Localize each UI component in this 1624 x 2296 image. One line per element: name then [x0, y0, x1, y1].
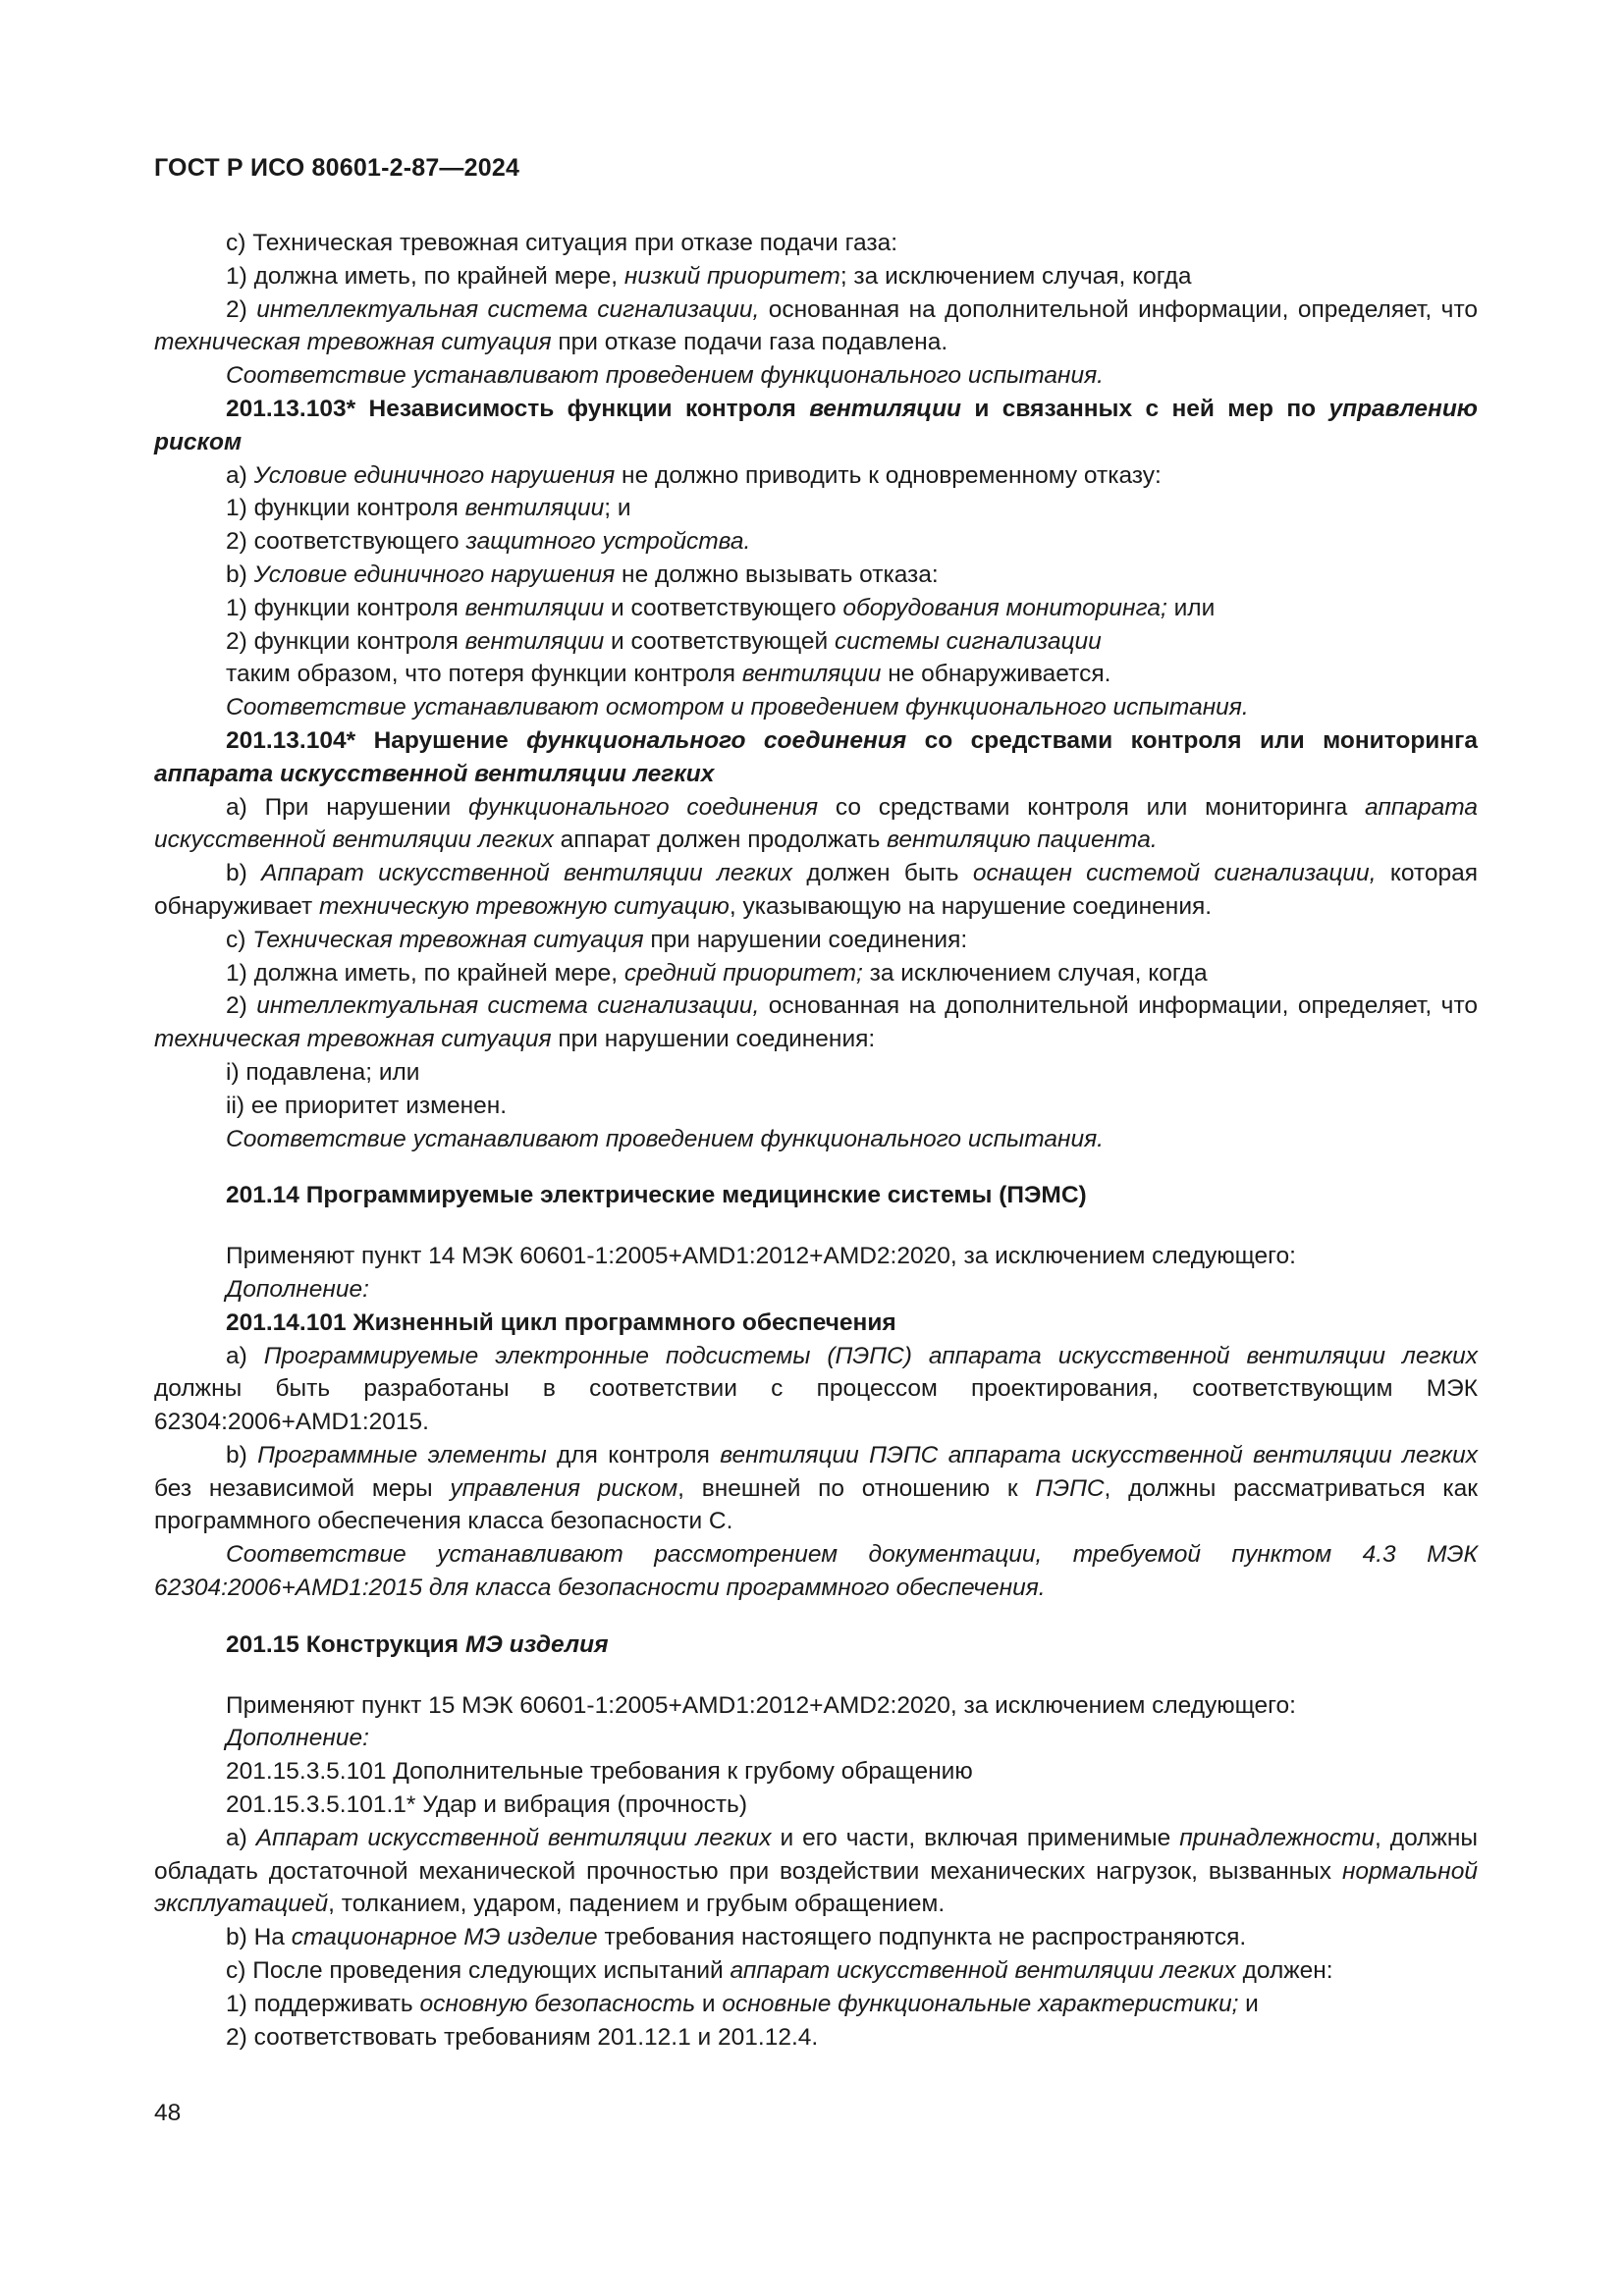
text: 2) соответствующего	[226, 528, 466, 556]
term: Техническая тревожная ситуация	[252, 926, 644, 953]
text: 1) должна иметь, по крайней мере,	[226, 262, 624, 290]
text: и	[695, 1990, 723, 2017]
compliance-note	[154, 691, 1478, 724]
term: оборудования мониторинга;	[842, 594, 1167, 621]
text: , должны обладать достаточной механической прочностью при воздействии механических нагрузок, вызванных	[154, 1824, 1479, 1885]
paragraph	[154, 1689, 1478, 1723]
text: a)	[226, 1342, 264, 1369]
text: 2)	[226, 992, 257, 1020]
text: i) подавлена; или	[226, 1058, 420, 1086]
text: или	[1166, 594, 1216, 621]
term: нормальной эксплуатацией	[154, 1857, 1478, 1918]
term: интеллектуальная система сигнализации,	[256, 295, 760, 323]
paragraph	[154, 1240, 1478, 1273]
term: низкий приоритет	[623, 262, 840, 290]
text: при нарушении соединения:	[643, 926, 968, 953]
text: , внешней по отношению к	[677, 1474, 1036, 1502]
term: Соответствие устанавливают проведением функционального испытания.	[226, 362, 1104, 390]
text: b)	[226, 1441, 258, 1468]
text: 201.15.3.5.101 Дополнительные требования к грубому обращению	[226, 1758, 973, 1786]
text: ii) ее приоритет изменен.	[226, 1092, 508, 1119]
text: a) При нарушении	[226, 793, 469, 821]
text: c) После проведения следующих испытаний	[226, 1957, 731, 1985]
paragraph	[154, 260, 1478, 294]
term: защитного устройства.	[465, 528, 751, 556]
term: вентиляции	[809, 395, 962, 422]
term: Соответствие устанавливают проведением функционального испытания.	[226, 1125, 1104, 1152]
term: принадлежности	[1179, 1824, 1376, 1851]
paragraph	[154, 559, 1478, 592]
paragraph	[154, 1921, 1478, 1954]
term: функционального соединения	[526, 726, 907, 754]
text: должен:	[1235, 1957, 1333, 1985]
paragraph	[154, 2021, 1478, 2055]
term: Соответствие устанавливают рассмотрением документации, требуемой пунктом 4.3 МЭК 62304:2006+AMD1:2015 для класса безопасности программного обеспечения.	[154, 1541, 1478, 1602]
paragraph	[154, 592, 1478, 625]
text: 2) соответствовать требованиям 201.12.1 и 201.12.4.	[226, 2023, 819, 2051]
paragraph	[154, 1340, 1478, 1439]
term: Программные элементы	[257, 1441, 547, 1468]
text: b) На	[226, 1924, 292, 1951]
term: стационарное МЭ изделие	[291, 1924, 598, 1951]
term: вентиляции	[464, 594, 605, 621]
paragraph	[154, 1789, 1478, 1822]
clause-heading	[154, 1307, 1478, 1340]
term: аппарата искусственной вентиляции легких	[154, 793, 1478, 854]
term: Условие единичного нарушения	[253, 461, 616, 489]
paragraph	[154, 989, 1478, 1056]
text: c) Техническая тревожная ситуация при отказе подачи газа:	[226, 230, 898, 256]
term: управлению риском	[154, 395, 1478, 455]
term: Аппарат искусственной вентиляции легких	[261, 860, 792, 887]
text: 201.14.101 Жизненный цикл программного обеспечения	[226, 1308, 896, 1336]
text: a)	[226, 1824, 256, 1851]
term: Дополнение:	[226, 1725, 369, 1752]
term: аппарат искусственной вентиляции легких	[730, 1957, 1236, 1985]
text: и его части, включая применимые	[771, 1824, 1180, 1851]
page-number: 48	[154, 2100, 182, 2126]
text: и связанных с ней мер по	[961, 395, 1329, 422]
text: , толканием, ударом, падением и грубым обращением.	[328, 1891, 946, 1918]
term: ПЭПС	[1035, 1474, 1105, 1502]
text: основанная на дополнительной информации, определяет, что	[759, 992, 1479, 1020]
text: не должно приводить к одновременному отказу:	[615, 461, 1162, 489]
text: без независимой меры	[154, 1474, 451, 1502]
text: и соответствующего	[604, 594, 843, 621]
text: , указывающую на нарушение соединения.	[729, 892, 1213, 920]
paragraph	[154, 658, 1478, 691]
text: b)	[226, 860, 262, 887]
paragraph	[154, 1954, 1478, 1988]
compliance-note	[154, 1538, 1478, 1605]
text: требования настоящего подпункта не распространяются.	[597, 1924, 1247, 1951]
text: со средствами контроля или мониторинга	[818, 793, 1366, 821]
text: b)	[226, 561, 254, 588]
term: вентиляции ПЭПС аппарата искусственной вентиляции легких	[720, 1441, 1478, 1468]
text: должен быть	[792, 860, 973, 887]
text: , должны рассматриваться как программного обеспечения класса безопасности С.	[154, 1474, 1478, 1535]
paragraph	[154, 957, 1478, 990]
paragraph	[154, 1056, 1478, 1090]
text: для контроля	[546, 1441, 721, 1468]
text: 201.13.104* Нарушение	[226, 726, 527, 754]
paragraph	[154, 1822, 1478, 1921]
text: должны быть разработаны в соответствии с процессом проектирования, соответствующим МЭК 62304:2006+AMD1:2015.	[154, 1375, 1478, 1436]
text: 1) функции контроля	[226, 495, 465, 522]
clause-heading	[154, 393, 1478, 459]
section-heading: 201.14 Программируемые электрические медицинские системы (ПЭМС)	[226, 1182, 1087, 1209]
paragraph	[154, 1755, 1478, 1789]
paragraph	[154, 294, 1478, 360]
clause-heading	[154, 724, 1478, 791]
text: со средствами контроля или мониторинга	[906, 726, 1478, 754]
term: вентиляции	[464, 627, 605, 655]
text: ; и	[604, 495, 631, 522]
document-body	[154, 227, 1478, 2054]
term: аппарата искусственной вентиляции легких	[154, 760, 715, 787]
text: ; за исключением случая, когда	[839, 262, 1192, 290]
document-header: ГОСТ Р ИСО 80601-2-87—2024	[154, 154, 520, 182]
text: 2) функции контроля	[226, 627, 465, 655]
text: 1) поддерживать	[226, 1990, 420, 2017]
text: которая обнаруживает	[154, 860, 1479, 920]
compliance-note	[154, 359, 1478, 393]
term: функционального соединения	[468, 793, 819, 821]
term: техническую тревожную ситуацию	[318, 892, 730, 920]
term: средний приоритет;	[623, 959, 863, 987]
term: Соответствие устанавливают осмотром и проведением функционального испытания.	[226, 694, 1249, 721]
text: при нарушении соединения:	[551, 1026, 876, 1053]
text: 1) функции контроля	[226, 594, 465, 621]
term: основную безопасность	[419, 1990, 696, 2017]
term: интеллектуальная система сигнализации,	[256, 992, 760, 1020]
term: Дополнение:	[226, 1275, 369, 1303]
term: управления риском	[450, 1474, 678, 1502]
paragraph	[154, 227, 1478, 260]
text: таким образом, что потеря функции контроля	[226, 661, 742, 688]
term: оснащен системой сигнализации,	[972, 860, 1377, 887]
paragraph	[154, 857, 1478, 924]
compliance-note	[154, 1123, 1478, 1156]
paragraph	[154, 1273, 1478, 1307]
term: Условие единичного нарушения	[253, 561, 616, 588]
text: не обнаруживается.	[881, 661, 1111, 688]
text: 201.13.103* Независимость функции контроля	[226, 395, 810, 422]
text: Применяют пункт 15 МЭК 60601-1:2005+AMD1:2012+AMD2:2020, за исключением следующего:	[226, 1691, 1296, 1719]
text: аппарат должен продолжать	[553, 827, 888, 854]
term: техническая тревожная ситуация	[154, 1026, 552, 1053]
text: Применяют пункт 14 МЭК 60601-1:2005+AMD1:2012+AMD2:2020, за исключением следующего:	[226, 1243, 1296, 1270]
paragraph	[154, 459, 1478, 493]
term: Программируемые электронные подсистемы (ПЭПС) аппарата искусственной вентиляции легких	[263, 1342, 1478, 1369]
term: вентиляции	[464, 495, 605, 522]
section-heading	[154, 1629, 1478, 1662]
text: 201.15.3.5.101.1* Удар и вибрация (прочность)	[226, 1791, 747, 1819]
text: при отказе подачи газа подавлена.	[551, 329, 948, 356]
term: техническая тревожная ситуация	[154, 329, 552, 356]
term: вентиляции	[741, 661, 882, 688]
text: не должно вызывать отказа:	[615, 561, 939, 588]
text: за исключением случая, когда	[862, 959, 1208, 987]
text: и соответствующей	[604, 627, 836, 655]
text: c)	[226, 926, 253, 953]
text: 201.15 Конструкция	[226, 1630, 465, 1658]
paragraph	[154, 492, 1478, 525]
paragraph	[154, 924, 1478, 957]
text: 2)	[226, 295, 257, 323]
term: системы сигнализации	[835, 627, 1102, 655]
text: основанная на дополнительной информации, определяет, что	[759, 295, 1479, 323]
paragraph	[154, 1090, 1478, 1123]
paragraph	[154, 1988, 1478, 2021]
term: Аппарат искусственной вентиляции легких	[255, 1824, 772, 1851]
term: МЭ изделия	[464, 1630, 609, 1658]
paragraph	[154, 791, 1478, 858]
text: a)	[226, 461, 254, 489]
paragraph	[154, 525, 1478, 559]
text: 1) должна иметь, по крайней мере,	[226, 959, 624, 987]
text: и	[1238, 1990, 1259, 2017]
paragraph	[154, 1722, 1478, 1755]
paragraph	[154, 1439, 1478, 1538]
paragraph	[154, 625, 1478, 659]
term: вентиляцию пациента.	[887, 827, 1158, 854]
term: основные функциональные характеристики;	[722, 1990, 1239, 2017]
